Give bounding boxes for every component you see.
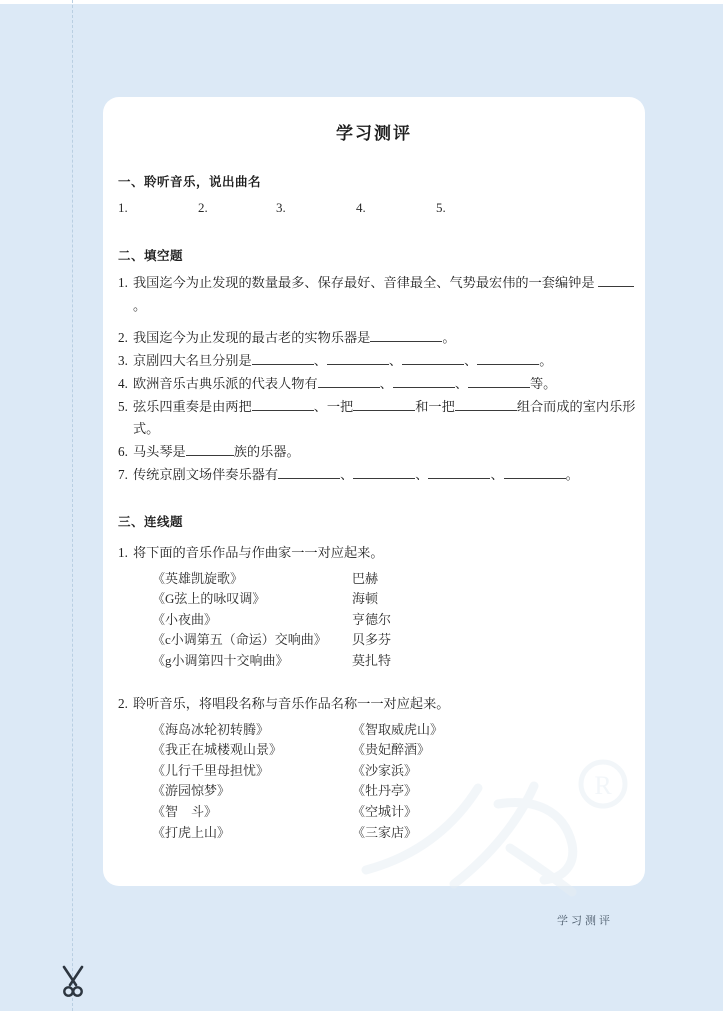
fill-item-2-text: 我国迄今为止发现的最古老的实物乐器是 bbox=[133, 330, 371, 346]
fill-item-6-blank-1[interactable] bbox=[186, 442, 234, 456]
fill-item-6-suffix: 族的乐器。 bbox=[233, 443, 300, 459]
fill-item-1-suffix: 。 bbox=[133, 297, 147, 313]
fill-item-7-text: 传统京剧文场伴奏乐器有 bbox=[133, 466, 279, 482]
match-opera-title[interactable]: 《三家店》 bbox=[352, 824, 418, 840]
match-work-title[interactable]: 《c小调第五（命运）交响曲》 bbox=[152, 632, 327, 648]
match-row bbox=[152, 569, 645, 590]
match-aria-title[interactable]: 《打虎上山》 bbox=[152, 824, 231, 840]
fill-in-blank-list bbox=[118, 272, 645, 486]
fill-item-3-blank-4[interactable] bbox=[477, 352, 539, 366]
matching-q2-text: 聆听音乐，将唱段名称与音乐作品名称一一对应起来。 bbox=[133, 696, 450, 712]
fill-item-3-suffix: 。 bbox=[539, 353, 553, 369]
matching-q1-lead bbox=[118, 542, 645, 564]
fill-item-5-blank-1[interactable] bbox=[252, 397, 314, 411]
fill-item-7-blank-2[interactable] bbox=[353, 465, 415, 479]
match-row bbox=[152, 802, 645, 823]
fill-item-1-index: 1. bbox=[118, 275, 128, 290]
page-title: 学习测评 bbox=[336, 124, 412, 143]
fill-item-2-suffix: 。 bbox=[442, 330, 456, 346]
match-aria-title[interactable]: 《智 斗》 bbox=[152, 803, 218, 819]
fill-item-1 bbox=[118, 272, 645, 317]
fill-item-5-blank-3[interactable] bbox=[455, 397, 517, 411]
fill-item-7-blank-1[interactable] bbox=[278, 465, 340, 479]
matching-q2-index: 2. bbox=[118, 696, 128, 712]
scissors-icon bbox=[56, 963, 90, 999]
match-opera-title[interactable]: 《沙家浜》 bbox=[352, 762, 418, 778]
match-composer-name[interactable]: 巴赫 bbox=[352, 570, 379, 586]
match-work-title[interactable]: 《G弦上的咏叹调》 bbox=[152, 591, 266, 607]
matching-q1-text: 将下面的音乐作品与作曲家一一对应起来。 bbox=[133, 545, 384, 561]
section1-item-2: 2. bbox=[198, 200, 208, 215]
fill-item-4-text: 欧洲音乐古典乐派的代表人物有 bbox=[133, 375, 318, 391]
fill-item-4-index: 4. bbox=[118, 375, 128, 391]
fill-item-3-blank-2[interactable] bbox=[327, 352, 389, 366]
fill-item-3-index: 3. bbox=[118, 353, 128, 369]
fill-item-1-blank-1[interactable] bbox=[598, 273, 634, 287]
match-row bbox=[152, 589, 645, 610]
fill-item-4-blank-1[interactable] bbox=[318, 374, 380, 388]
match-composer-name[interactable]: 亨德尔 bbox=[352, 611, 392, 627]
section1-item-1: 1. bbox=[118, 200, 128, 215]
fill-item-2-blank-1[interactable] bbox=[370, 329, 442, 343]
fill-item-7-blank-3[interactable] bbox=[428, 465, 490, 479]
footer-label: 学习测评 bbox=[557, 915, 613, 927]
match-composer-name[interactable]: 海顿 bbox=[352, 591, 379, 607]
fill-item-5-mid2: 和一把 bbox=[415, 398, 455, 414]
match-work-title[interactable]: 《英雄凯旋歌》 bbox=[152, 570, 244, 586]
match-opera-title[interactable]: 《牡丹亭》 bbox=[352, 783, 418, 799]
fill-item-4-suffix: 等。 bbox=[530, 375, 557, 391]
fill-item-2 bbox=[118, 327, 645, 350]
match-work-title[interactable]: 《g小调第四十交响曲》 bbox=[152, 652, 289, 668]
fill-item-4-blank-2[interactable] bbox=[393, 374, 455, 388]
fill-item-5-text: 弦乐四重奏是由两把 bbox=[133, 398, 252, 414]
fill-item-3-blank-3[interactable] bbox=[402, 352, 464, 366]
match-row bbox=[152, 720, 645, 741]
match-opera-title[interactable]: 《智取威虎山》 bbox=[352, 721, 444, 737]
fill-item-7-index: 7. bbox=[118, 466, 128, 482]
page-top-edge bbox=[0, 0, 723, 4]
match-composer-name[interactable]: 贝多芬 bbox=[352, 632, 392, 648]
match-row bbox=[152, 651, 645, 672]
fill-item-7: 7. 传统京剧文场伴奏乐器有 、 、 、 。 bbox=[118, 464, 645, 487]
fill-item-5 bbox=[118, 396, 645, 441]
matching-q1-index: 1. bbox=[118, 545, 128, 561]
match-aria-title[interactable]: 《海岛冰轮初转腾》 bbox=[152, 721, 270, 737]
match-row bbox=[152, 610, 645, 631]
fill-item-4-blank-3[interactable] bbox=[468, 374, 530, 388]
section-heading-1: 一、聆听音乐，说出曲名 bbox=[118, 175, 262, 189]
fill-item-4: 4. 欧洲音乐古典乐派的代表人物有 、 、 等。 bbox=[118, 373, 645, 396]
worksheet-content bbox=[103, 97, 645, 886]
match-composer-name[interactable]: 莫扎特 bbox=[352, 652, 392, 668]
matching-q2-lead bbox=[118, 693, 645, 715]
fill-item-5-suffix: 组合而成的室内乐形式。 bbox=[133, 398, 636, 437]
match-aria-title[interactable]: 《游园惊梦》 bbox=[152, 783, 231, 799]
match-opera-title[interactable]: 《空城计》 bbox=[352, 803, 418, 819]
match-row bbox=[152, 630, 645, 651]
cut-dashed-line bbox=[72, 0, 73, 1011]
fill-item-6 bbox=[118, 441, 645, 464]
section-heading-2: 二、填空题 bbox=[118, 249, 184, 263]
matching-q2-pairs bbox=[152, 720, 645, 843]
section1-item-4: 4. bbox=[356, 200, 366, 215]
matching-question-2 bbox=[118, 693, 645, 843]
matching-q1-pairs bbox=[152, 569, 645, 672]
svg-text:R: R bbox=[594, 771, 612, 800]
section1-number-row bbox=[118, 200, 645, 218]
fill-item-2-index: 2. bbox=[118, 330, 128, 346]
match-row bbox=[152, 761, 645, 782]
matching-question-1 bbox=[118, 542, 645, 671]
match-row bbox=[152, 823, 645, 844]
match-row bbox=[152, 740, 645, 761]
fill-item-1-text: 我国迄今为止发现的数量最多、保存最好、音律最全、气势最宏伟的一套编钟是 bbox=[133, 275, 595, 290]
fill-item-3: 3. 京剧四大名旦分别是 、 、 、 。 bbox=[118, 350, 645, 373]
fill-item-5-index: 5. bbox=[118, 398, 128, 414]
fill-item-3-blank-1[interactable] bbox=[252, 352, 314, 366]
section1-item-3: 3. bbox=[276, 200, 286, 215]
fill-item-3-text: 京剧四大名旦分别是 bbox=[133, 353, 252, 369]
section-heading-3: 三、连线题 bbox=[118, 515, 184, 530]
section1-item-5: 5. bbox=[436, 200, 446, 215]
fill-item-5-mid1: 、一把 bbox=[313, 398, 354, 414]
fill-item-6-index: 6. bbox=[118, 443, 128, 459]
match-work-title[interactable]: 《小夜曲》 bbox=[152, 611, 218, 627]
match-aria-title[interactable]: 《儿行千里母担忧》 bbox=[152, 762, 270, 778]
fill-item-7-suffix: 。 bbox=[565, 466, 579, 482]
fill-item-6-text: 马头琴是 bbox=[133, 443, 186, 459]
match-row bbox=[152, 781, 645, 802]
fill-item-7-blank-4[interactable] bbox=[504, 465, 566, 479]
worksheet-card bbox=[103, 97, 645, 886]
match-aria-title[interactable]: 《我正在城楼观山景》 bbox=[152, 742, 283, 758]
match-opera-title[interactable]: 《贵妃醉酒》 bbox=[352, 742, 431, 758]
fill-item-5-blank-2[interactable] bbox=[353, 397, 415, 411]
